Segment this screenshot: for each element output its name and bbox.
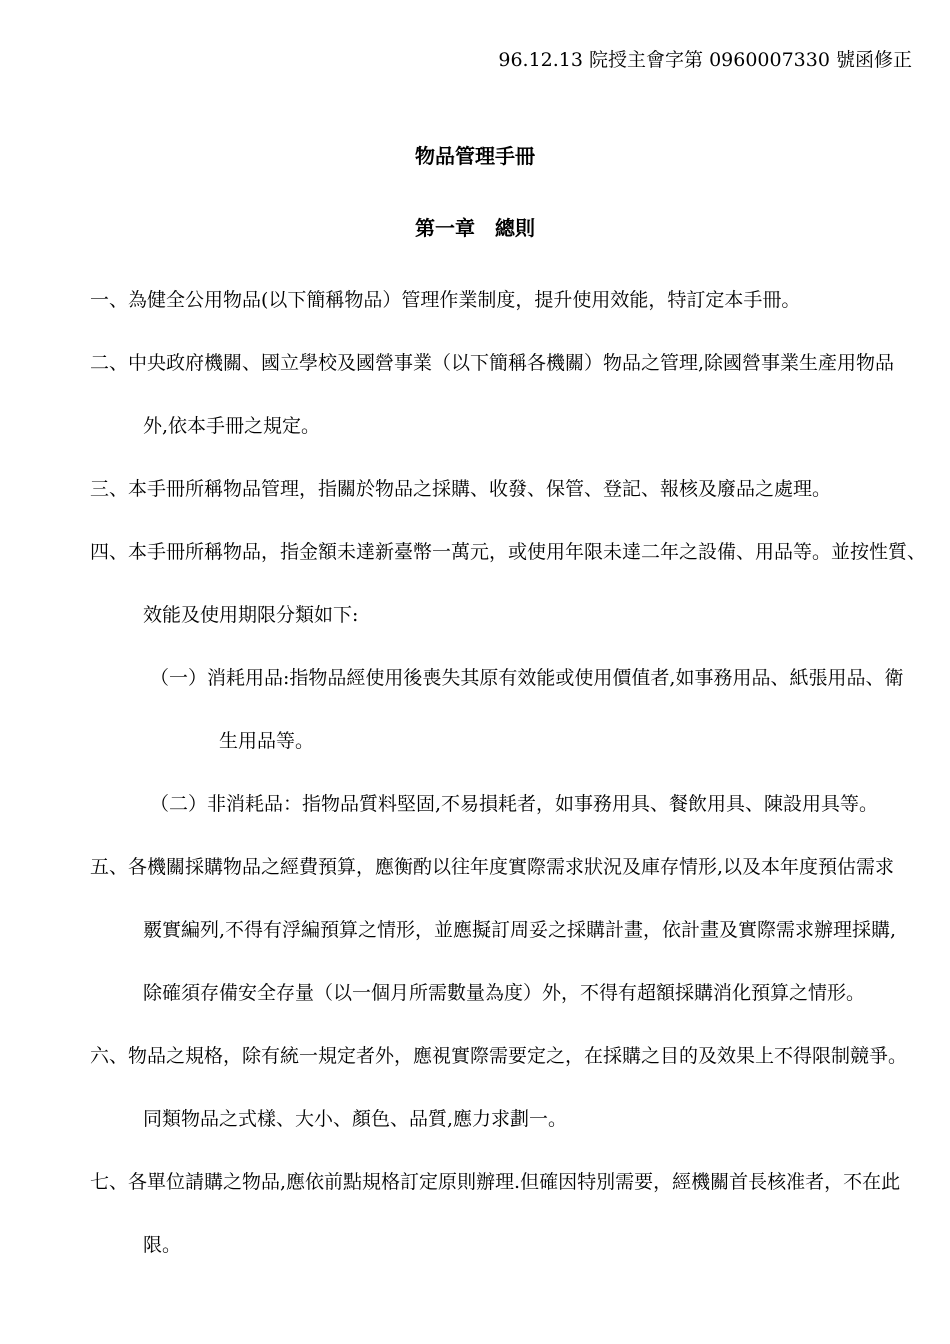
document-title: 物品管理手冊 — [415, 144, 535, 168]
article-6 — [0, 1040, 950, 1135]
article-5 — [0, 851, 950, 1009]
article-6-line-1: 六、物品之規格，除有統一規定者外，應視實際需要定之，在採購之目的及效果上不得限制競爭。 — [90, 1045, 908, 1067]
article-6-line-2: 同類物品之式樣、大小、顏色、品質,應力求劃一。 — [143, 1108, 568, 1130]
amendment-note: 96.12.13 院授主會字第 0960007330 號函修正 — [498, 49, 912, 71]
article-7 — [0, 1166, 950, 1261]
article-3 — [0, 473, 950, 505]
article-7-line-2: 限。 — [143, 1234, 182, 1256]
article-4-subitem-1-line-1: （一）消耗用品:指物品經使用後喪失其原有效能或使用價值者,如事務用品、紙張用品、衛 — [150, 667, 904, 689]
article-3-line-1: 三、本手冊所稱物品管理，指關於物品之採購、收發、保管、登記、報核及廢品之處理。 — [90, 478, 832, 500]
article-7-line-1: 七、各單位請購之物品,應依前點規格訂定原則辦理.但確因特別需要，經機關首長核准者，不在此 — [90, 1171, 901, 1193]
article-4 — [0, 536, 950, 820]
article-2-line-1: 二、中央政府機關、國立學校及國營事業（以下簡稱各機關）物品之管理,除國營事業生產用物品 — [90, 352, 895, 374]
article-5-line-3: 除確須存備安全存量（以一個月所需數量為度）外，不得有超額採購消化預算之情形。 — [143, 982, 866, 1004]
article-1-line-1: 一、為健全公用物品(以下簡稱物品）管理作業制度，提升使用效能，特訂定本手冊。 — [90, 289, 801, 311]
article-5-line-2: 覈實編列,不得有浮編預算之情形，並應擬訂周妥之採購計畫，依計畫及實際需求辦理採購, — [143, 919, 897, 941]
article-4-subitem-1-line-2: 生用品等。 — [219, 730, 315, 752]
article-4-subitem-2-line-1: （二）非消耗品：指物品質料堅固,不易損耗者，如事務用具、餐飲用具、陳設用具等。 — [150, 793, 879, 815]
article-2-line-2: 外,依本手冊之規定。 — [143, 415, 321, 437]
chapter-heading: 第一章 總則 — [415, 216, 535, 240]
article-2 — [0, 347, 950, 442]
article-1 — [0, 284, 950, 316]
article-5-line-1: 五、各機關採購物品之經費預算，應衡酌以往年度實際需求狀況及庫存情形,以及本年度預估需求 — [90, 856, 895, 878]
article-4-line-1: 四、本手冊所稱物品，指金額未達新臺幣一萬元，或使用年限未達二年之設備、用品等。並按性質、 — [90, 541, 927, 563]
article-4-line-2: 效能及使用期限分類如下: — [143, 604, 359, 626]
document-body — [0, 284, 950, 1292]
